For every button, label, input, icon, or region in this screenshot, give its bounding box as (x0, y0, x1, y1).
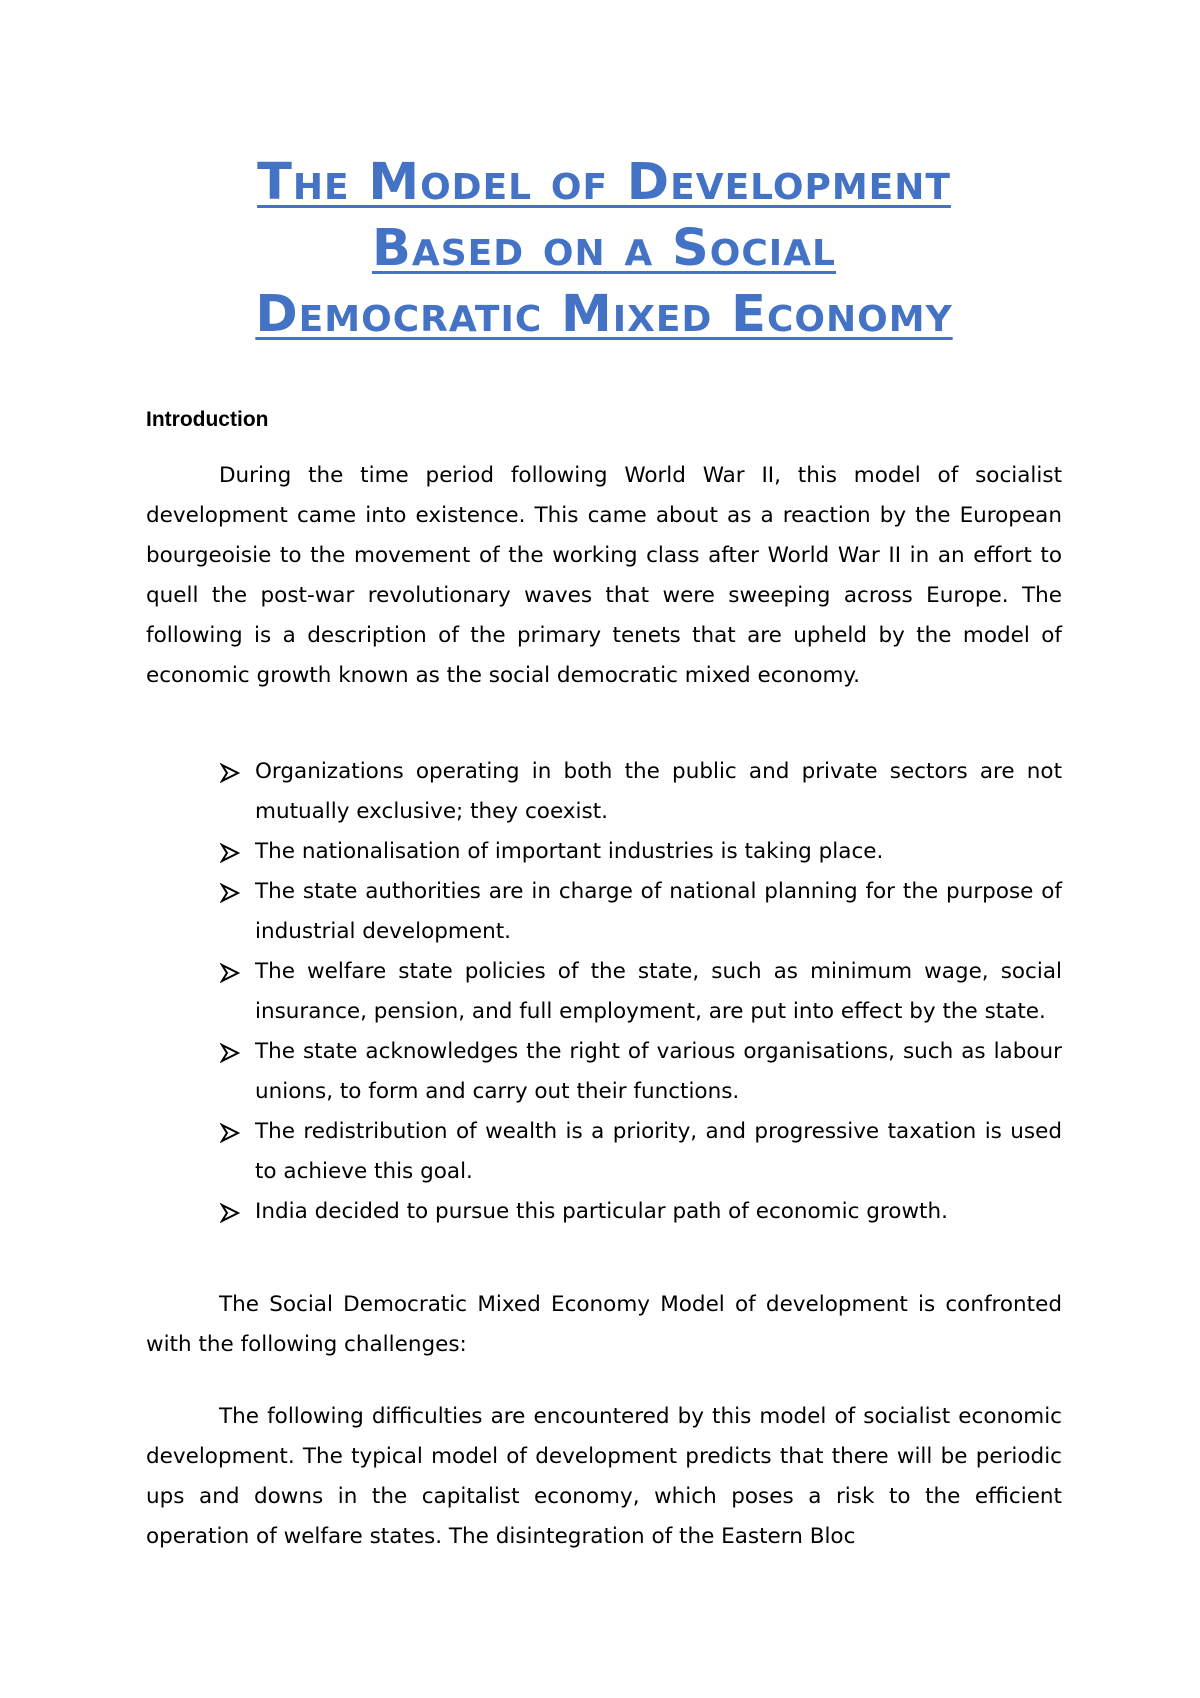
arrowhead-bullet-icon (220, 963, 240, 983)
list-item-text: Organizations operating in both the public and private sectors are not mutually exclusive; they coexist. (255, 759, 1062, 824)
list-item (146, 952, 1062, 1032)
list-item (146, 872, 1062, 952)
title-line: The Model of Development (257, 153, 951, 212)
list-item-text: The nationalisation of important industries is taking place. (255, 839, 884, 864)
arrowhead-bullet-icon (220, 1123, 240, 1143)
list-item-text: The state acknowledges the right of various organisations, such as labour unions, to form and carry out their functions. (255, 1039, 1062, 1104)
challenges-paragraph: The following difficulties are encountered by this model of socialist economic development. The typical model of development predicts that there will be periodic ups and downs in the capitalist economy, which poses a risk to the efficient operation of welfare states. The disintegration of the Eastern Bloc (146, 1404, 1062, 1549)
list-item (146, 832, 1062, 872)
list-item (146, 1192, 1062, 1232)
section-heading: Introduction (146, 408, 269, 431)
intro-paragraph: During the time period following World War II, this model of socialist development came into existence. This came about as a reaction by the European bourgeoisie to the movement of the working class after World War II in an effort to quell the post-war revolutionary waves that were sweeping across Europe. The following is a description of the primary tenets that are upheld by the model of economic growth known as the social democratic mixed economy. (146, 463, 1062, 688)
title-line: Democratic Mixed Economy (255, 285, 953, 344)
tenets-list (146, 752, 1062, 1232)
list-item-text: The welfare state policies of the state, such as minimum wage, social insurance, pension, and full employment, are put into effect by the state. (255, 959, 1062, 1024)
list-item (146, 752, 1062, 832)
arrowhead-bullet-icon (220, 843, 240, 863)
arrowhead-bullet-icon (220, 883, 240, 903)
list-item-text: The redistribution of wealth is a priority, and progressive taxation is used to achieve this goal. (255, 1119, 1062, 1184)
title-line: Based on a Social (372, 219, 836, 278)
arrowhead-bullet-icon (220, 763, 240, 783)
list-item (146, 1112, 1062, 1192)
list-item-text: India decided to pursue this particular path of economic growth. (255, 1199, 948, 1224)
arrowhead-bullet-icon (220, 1203, 240, 1223)
arrowhead-bullet-icon (220, 1043, 240, 1063)
list-item-text: The state authorities are in charge of national planning for the purpose of industrial development. (255, 879, 1062, 944)
challenges-intro-paragraph: The Social Democratic Mixed Economy Model of development is confronted with the following challenges: (146, 1292, 1062, 1357)
document-title (146, 150, 1062, 348)
list-item (146, 1032, 1062, 1112)
